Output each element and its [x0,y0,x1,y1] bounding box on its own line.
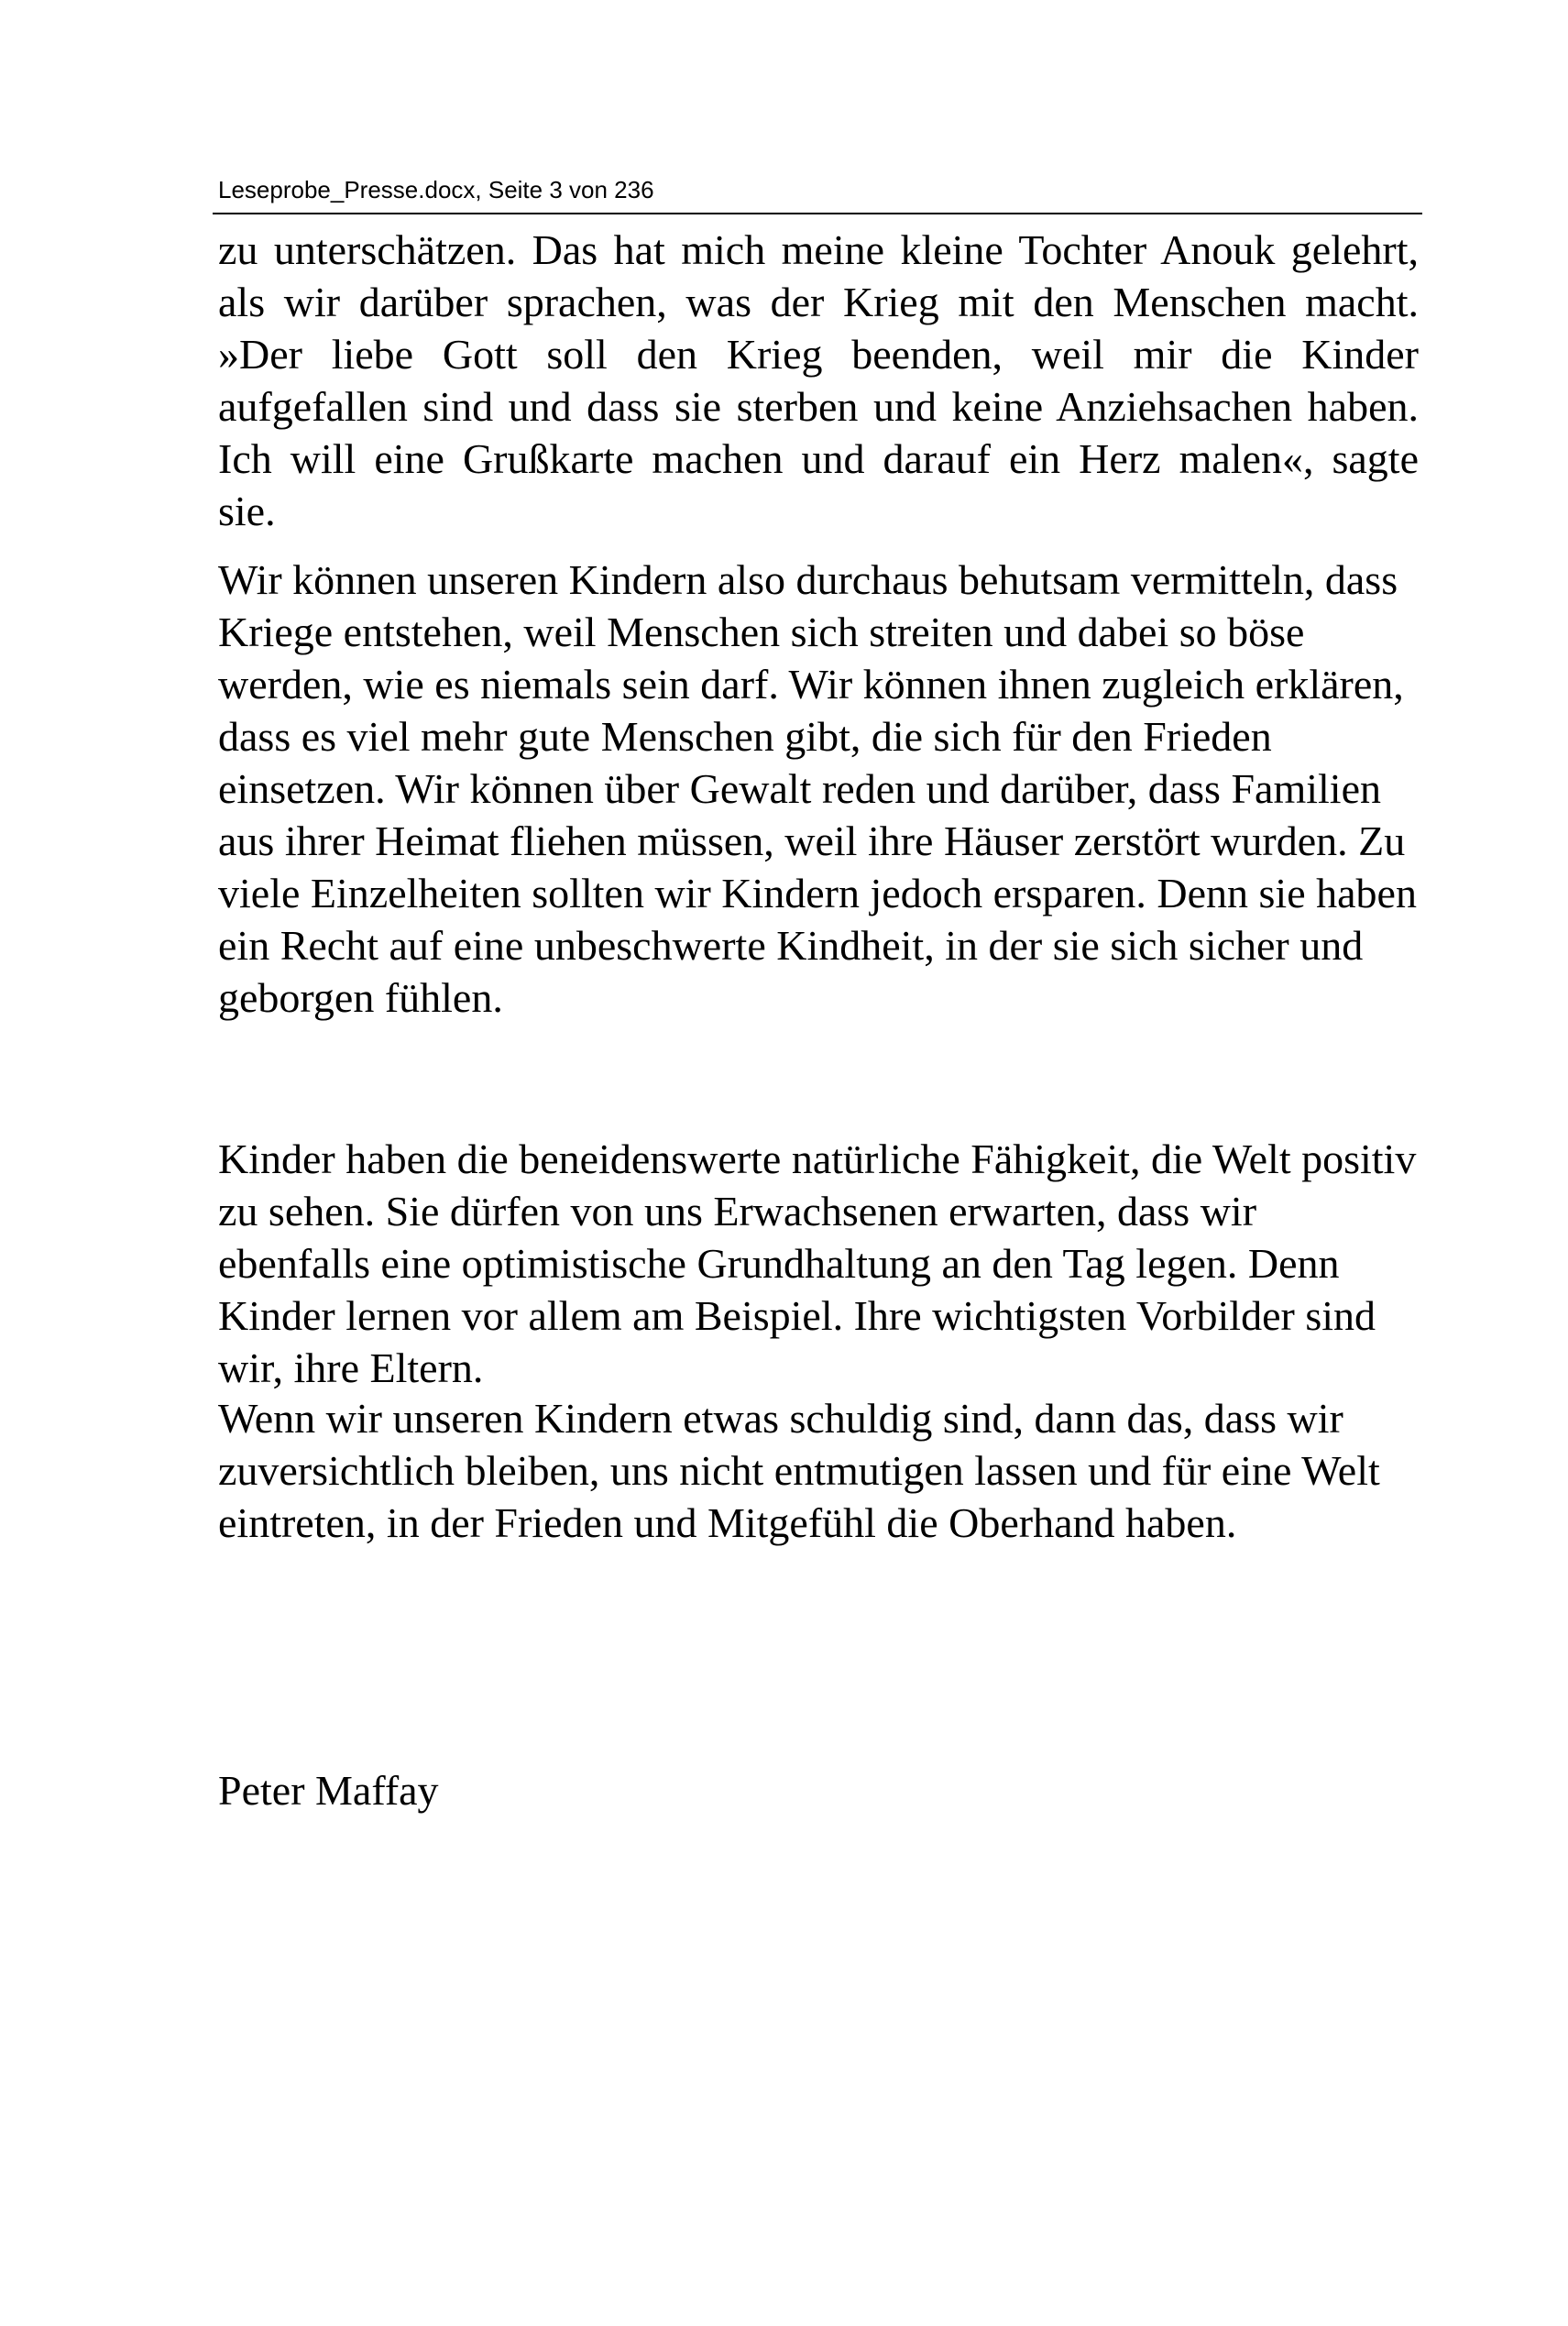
page-header: Leseprobe_Presse.docx, Seite 3 von 236 [218,176,654,203]
paragraph-3: Kinder haben die beneidenswerte natürliche Fähigkeit, die Welt positiv zu sehen. Sie dürfen von uns Erwachsenen erwarten, dass wir ebenfalls eine optimistische Grundhaltung an den Tag legen. Denn Kinder lernen vor allem am Beispiel. Ihre wichtigsten Vorbilder sind wir, ihre Eltern. [218,1136,1417,1391]
paragraph-2: Wir können unseren Kindern also durchaus behutsam vermitteln, dass Kriege entstehen, weil Menschen sich streiten und dabei so böse werden, wie es niemals sein darf. Wir können ihnen zugleich erklären, dass es viel mehr gute Menschen gibt, die sich für den Frieden einsetzen. Wir können über Gewalt reden und darüber, dass Familien aus ihrer Heimat fliehen müssen, weil ihre Häuser zerstört wurden. Zu viele Einzelheiten sollten wir Kindern jedoch ersparen. Denn sie haben ein Recht auf eine unbeschwerte Kindheit, in der sie sich sicher und geborgen fühlen. [218,556,1417,1021]
paragraph-1: zu unterschätzen. Das hat mich meine kleine Tochter Anouk gelehrt, als wir darüber sprachen, was der Krieg mit den Menschen macht. »Der liebe Gott soll den Krieg beenden, weil mir die Kinder aufgefallen sind und dass sie sterben und keine Anziehsachen haben. Ich will eine Grußkarte machen und darauf ein Herz malen«, sagte sie. [218,226,1419,534]
author-signature: Peter Maffay [218,1767,439,1814]
header-divider [213,213,1422,214]
paragraph-4: Wenn wir unseren Kindern etwas schuldig sind, dann das, dass wir zuversichtlich bleiben, uns nicht entmutigen lassen und für eine Welt eintreten, in der Frieden und Mitgefühl die Oberhand haben. [218,1395,1380,1546]
